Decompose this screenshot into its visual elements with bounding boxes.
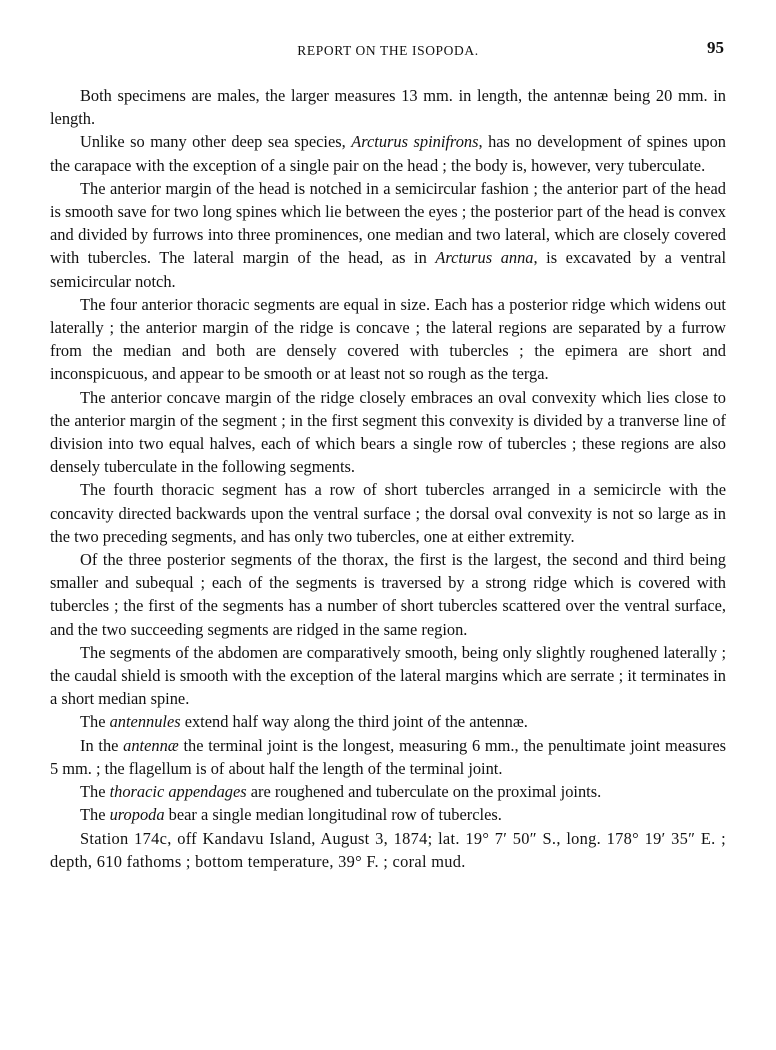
paragraph-thoracic-appendages: The thoracic appendages are roughened and tuberculate on the proximal joints. <box>80 782 602 802</box>
paragraph-specimens: Both specimens are males, the larger measures 13 mm. in length, the antennæ being 20 mm. in length. <box>50 86 726 129</box>
paragraph-uropoda: The uropoda bear a single median longitudinal row of tubercles. <box>80 805 502 825</box>
page-number: 95 <box>707 38 724 57</box>
term-thoracic-appendages: thoracic appendages <box>109 782 247 802</box>
body-text <box>50 84 726 873</box>
paragraph-head: The anterior margin of the head is notched in a semicircular fashion ; the anterior part of the head is smooth save for two long spines which lie between the eyes ; the posterior part of the head is convex and divided by furrows into three prominences, one median and two lateral, which are closely covered with tubercles. The lateral margin of the head, as in Arcturus anna, is excavated by a ventral semicircular notch. <box>50 178 726 291</box>
paragraph-fourth-segment: The fourth thoracic segment has a row of short tubercles arranged in a semicircle with the concavity directed backwards upon the ventral surface ; the dorsal oval convexity is not so large as in the two preceding segments, and has only two tubercles, one at either extremity. <box>50 480 726 546</box>
page-header <box>50 38 726 64</box>
station-record: Station 174c, off Kandavu Island, August 3, 1874; lat. 19° 7′ 50″ S., long. 178° 19′ 35″ E. ; depth, 610 fathoms ; bottom temperature, 39° F. ; coral mud. <box>50 828 726 871</box>
running-title: REPORT ON THE ISOPODA. <box>297 43 479 58</box>
paragraph-antennules: The antennules extend half way along the third joint of the antennæ. <box>80 712 528 732</box>
term-antennules: antennules <box>109 712 181 732</box>
paragraph-ridge-convexity: The anterior concave margin of the ridge closely embraces an oval convexity which lies close to the anterior margin of the segment ; in the first segment this convexity is divided by a tranverse line of division into two equal halves, each of which bears a single row of tubercles ; these regions are also densely tuberculate in the following segments. <box>50 387 726 477</box>
species-name: Arcturus anna <box>435 248 534 268</box>
term-uropoda: uropoda <box>109 805 165 825</box>
paragraph-anterior-thoracic: The four anterior thoracic segments are equal in size. Each has a posterior ridge which widens out laterally ; the anterior margin of the ridge is concave ; the lateral regions are separated by a furrow from the median and both are densely covered with tubercles ; the epimera are short and inconspicuous, and appear to be smooth or at least not so rough as the terga. <box>50 294 726 384</box>
paragraph-posterior-segments: Of the three posterior segments of the thorax, the first is the largest, the second and third being smaller and subequal ; each of the segments is traversed by a strong ridge which is covered with tubercles ; the first of the segments has a number of short tubercles scattered over the ventral surface, and the two succeeding segments are ridged in the same region. <box>50 550 726 639</box>
paragraph-antennae: In the antennæ the terminal joint is the longest, measuring 6 mm., the penultimate joint measures 5 mm. ; the flagellum is of about half the length of the terminal joint. <box>50 735 726 778</box>
term-antennae: antennæ <box>123 735 179 755</box>
paragraph-spines: Unlike so many other deep sea species, Arcturus spinifrons, has no development of spines upon the carapace with the exception of a single pair on the head ; the body is, however, very tuberculate. <box>50 132 726 175</box>
paragraph-abdomen: The segments of the abdomen are comparatively smooth, being only slightly roughened laterally ; the caudal shield is smooth with the exception of the lateral margins which are serrate ; it terminates in a short median spine. <box>50 642 726 709</box>
page <box>50 38 726 873</box>
species-name: Arcturus spinifrons <box>351 132 479 152</box>
